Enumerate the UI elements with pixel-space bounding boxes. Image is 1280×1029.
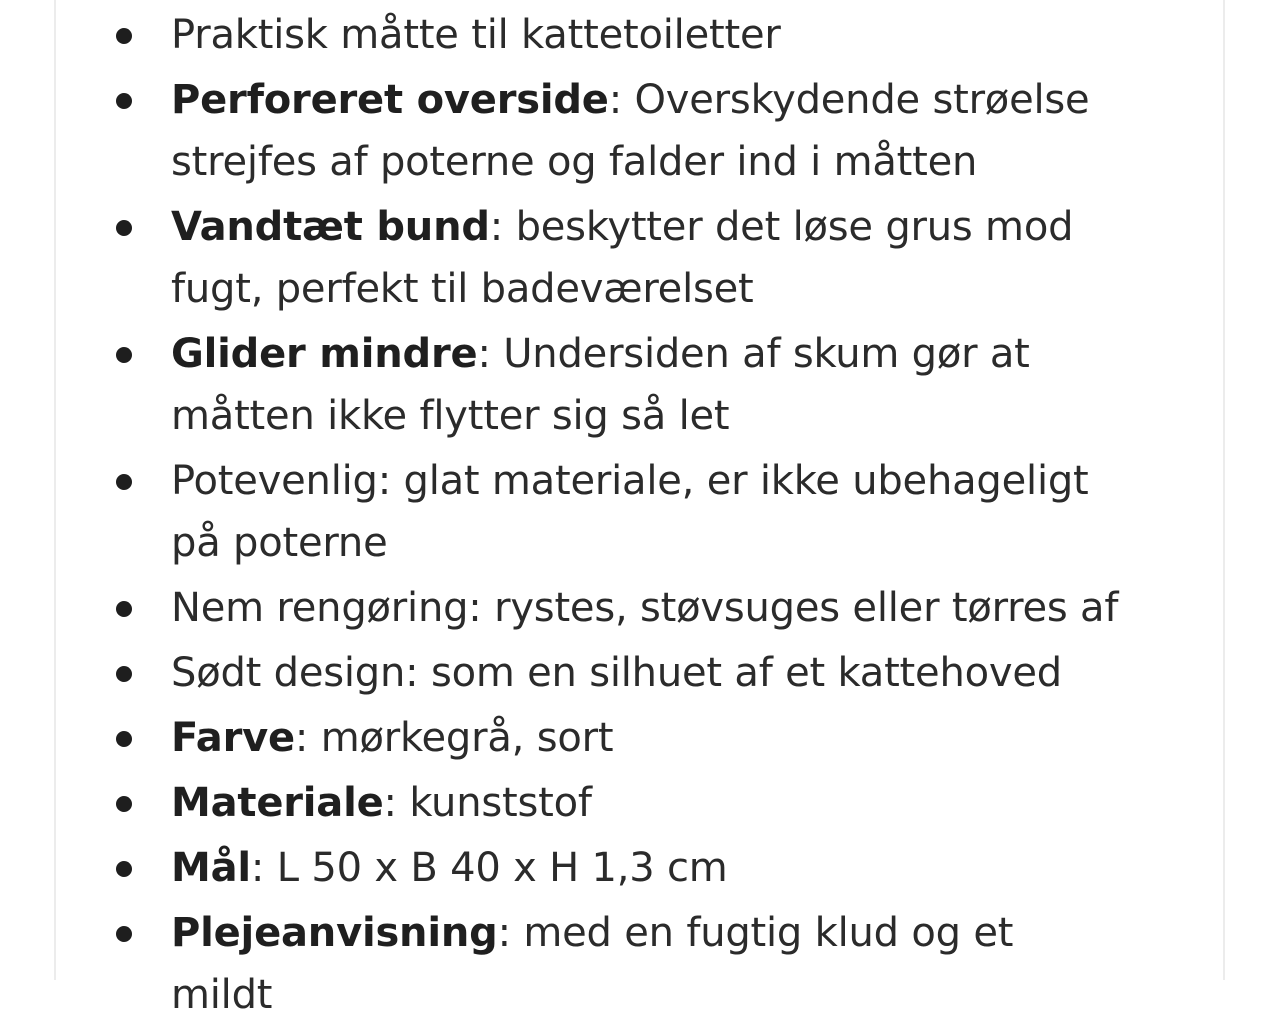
bullet-icon xyxy=(116,601,132,617)
bullet-icon xyxy=(116,220,132,236)
feature-text: med en fugtig klud og et mildt xyxy=(171,910,1014,1018)
feature-text: Sødt design: som en silhuet af et kattehoved xyxy=(171,650,1062,696)
feature-separator: : xyxy=(489,204,516,250)
feature-term: Mål xyxy=(171,845,251,891)
bullet-icon xyxy=(116,926,132,942)
bullet-icon xyxy=(116,731,132,747)
list-item xyxy=(116,450,1126,574)
feature-term: Perforeret overside xyxy=(171,77,609,123)
feature-text: kunststof xyxy=(409,780,592,826)
list-item xyxy=(116,902,1126,1026)
bullet-icon xyxy=(116,347,132,363)
list-item xyxy=(116,323,1126,447)
bullet-icon xyxy=(116,861,132,877)
feature-text: Overskydende strøelse strejfes af poterne og falder ind i måtten xyxy=(171,77,1090,185)
feature-term: Farve xyxy=(171,715,295,761)
list-item xyxy=(116,69,1126,193)
list-item xyxy=(116,196,1126,320)
bullet-icon xyxy=(116,28,132,44)
feature-separator: : xyxy=(294,715,321,761)
feature-term: Glider mindre xyxy=(171,331,478,377)
feature-separator: : xyxy=(477,331,504,377)
feature-text: Praktisk måtte til kattetoiletter xyxy=(171,12,781,58)
feature-text: Undersiden af skum gør at måtten ikke flytter sig så let xyxy=(171,331,1030,439)
bullet-icon xyxy=(116,93,132,109)
feature-text: beskytter det løse grus mod fugt, perfekt til badeværelset xyxy=(171,204,1074,312)
feature-term: Plejeanvisning xyxy=(171,910,498,956)
bullet-icon xyxy=(116,474,132,490)
feature-term: Materiale xyxy=(171,780,384,826)
list-item xyxy=(116,577,1126,639)
feature-separator: : xyxy=(250,845,277,891)
feature-separator: : xyxy=(383,780,410,826)
list-item xyxy=(116,707,1126,769)
list-item xyxy=(116,772,1126,834)
list-item xyxy=(116,837,1126,899)
bullet-icon xyxy=(116,666,132,682)
feature-text: L 50 x B 40 x H 1,3 cm xyxy=(276,845,728,891)
bullet-icon xyxy=(116,796,132,812)
feature-separator: : xyxy=(497,910,524,956)
feature-list xyxy=(116,4,1126,1029)
feature-separator: : xyxy=(608,77,635,123)
feature-text: Potevenlig: glat materiale, er ikke ubehageligt på poterne xyxy=(171,458,1089,566)
list-item xyxy=(116,4,1126,66)
feature-text: Nem rengøring: rystes, støvsuges eller tørres af xyxy=(171,585,1119,631)
feature-term: Vandtæt bund xyxy=(171,204,490,250)
list-item xyxy=(116,642,1126,704)
feature-text: mørkegrå, sort xyxy=(320,715,614,761)
